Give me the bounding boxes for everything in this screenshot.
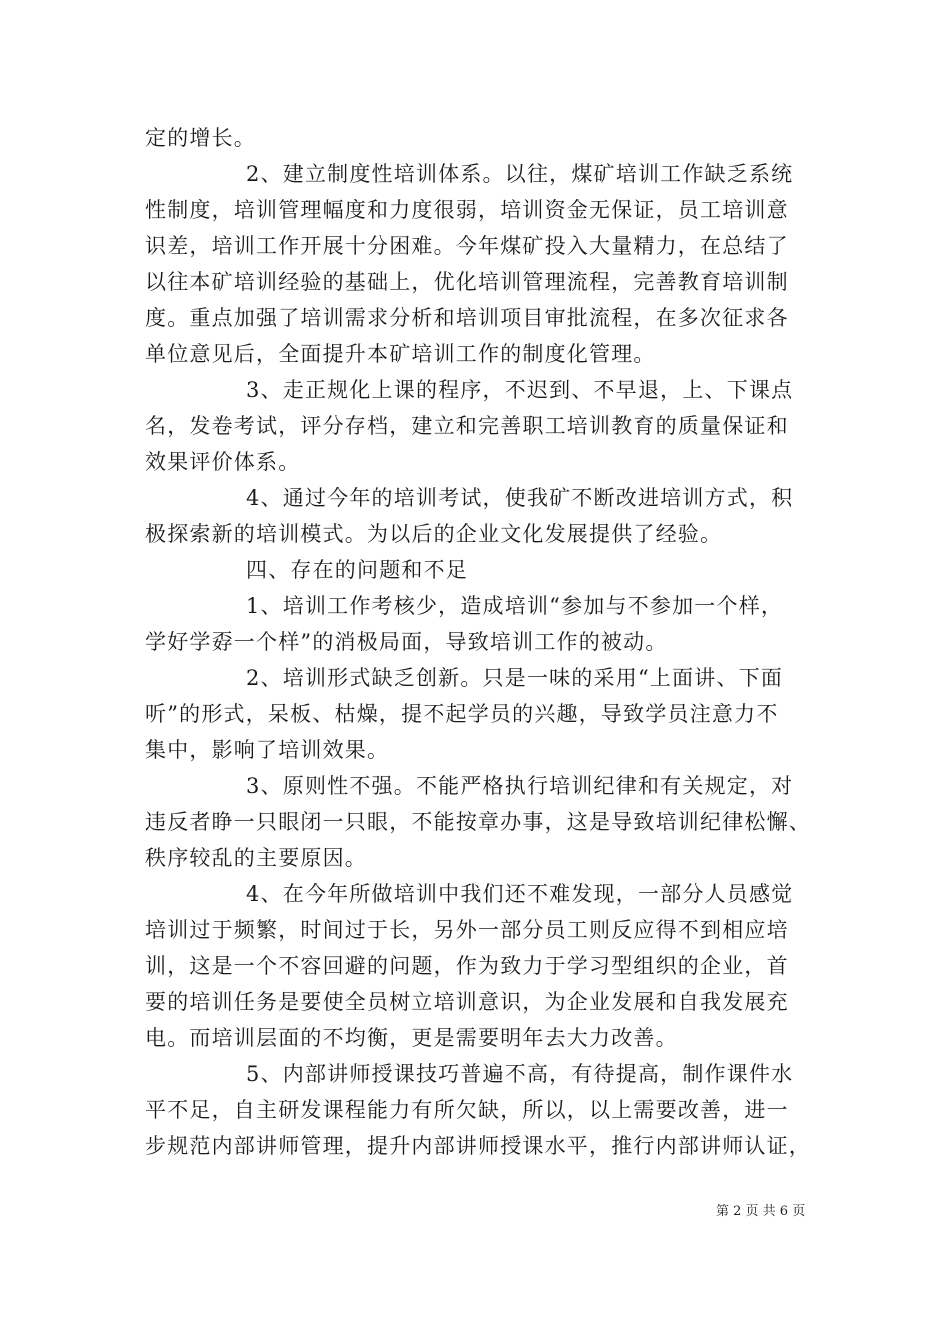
text-line: 性制度，培训管理幅度和力度很弱，培训资金无保证，员工培训意 [145, 198, 789, 222]
text-line: 步规范内部讲师管理，提升内部讲师授课水平，推行内部讲师认证， [145, 1134, 811, 1158]
text-line: 单位意见后，全面提升本矿培训工作的制度化管理。 [145, 342, 656, 366]
text-line: 效果评价体系。 [145, 450, 301, 474]
text-line: 训，这是一个不容回避的问题，作为致力于学习型组织的企业，首 [145, 954, 789, 978]
text-line: 集中，影响了培训效果。 [145, 738, 390, 762]
text-line: 学好学孬一个样”的消极局面，导致培训工作的被动。 [145, 630, 668, 654]
text-line: 极探索新的培训模式。为以后的企业文化发展提供了经验。 [145, 522, 723, 546]
text-line: 1、培训工作考核少，造成培训“参加与不参加一个样， [246, 594, 784, 618]
text-line: 平不足，自主研发课程能力有所欠缺，所以，以上需要改善，进一 [145, 1098, 789, 1122]
text-line: 培训过于频繁，时间过于长，另外一部分员工则反应得不到相应培 [145, 918, 789, 942]
text-line: 识差，培训工作开展十分困难。今年煤矿投入大量精力，在总结了 [145, 234, 789, 258]
text-line: 违反者睁一只眼闭一只眼，不能按章办事，这是导致培训纪律松懈、 [145, 810, 811, 834]
text-line: 电。而培训层面的不均衡，更是需要明年去大力改善。 [145, 1026, 678, 1050]
text-line: 听”的形式，呆板、枯燥，提不起学员的兴趣，导致学员注意力不 [145, 702, 779, 726]
text-line: 定的增长。 [145, 126, 256, 150]
text-line: 4、通过今年的培训考试，使我矿不断改进培训方式，积 [246, 486, 794, 510]
text-line: 3、走正规化上课的程序，不迟到、不早退，上、下课点 [246, 378, 794, 402]
text-line: 名，发卷考试，评分存档，建立和完善职工培训教育的质量保证和 [145, 414, 789, 438]
page-number: 第 2 页 共 6 页 [716, 1204, 806, 1219]
text-line: 5、内部讲师授课技巧普遍不高，有待提高，制作课件水 [246, 1062, 794, 1086]
text-line: 2、培训形式缺乏创新。只是一味的采用“上面讲、下面 [246, 666, 784, 690]
text-line: 2、建立制度性培训体系。以往，煤矿培训工作缺乏系统 [246, 162, 794, 186]
text-line: 以往本矿培训经验的基础上，优化培训管理流程，完善教育培训制 [145, 270, 789, 294]
text-line: 要的培训任务是要使全员树立培训意识，为企业发展和自我发展充 [145, 990, 789, 1014]
text-line: 4、在今年所做培训中我们还不难发现，一部分人员感觉 [246, 882, 794, 906]
text-line: 秩序较乱的主要原因。 [145, 846, 367, 870]
section-heading: 四、存在的问题和不足 [246, 558, 468, 582]
text-line: 3、原则性不强。不能严格执行培训纪律和有关规定，对 [246, 774, 794, 798]
text-line: 度。重点加强了培训需求分析和培训项目审批流程，在多次征求各 [145, 306, 789, 330]
